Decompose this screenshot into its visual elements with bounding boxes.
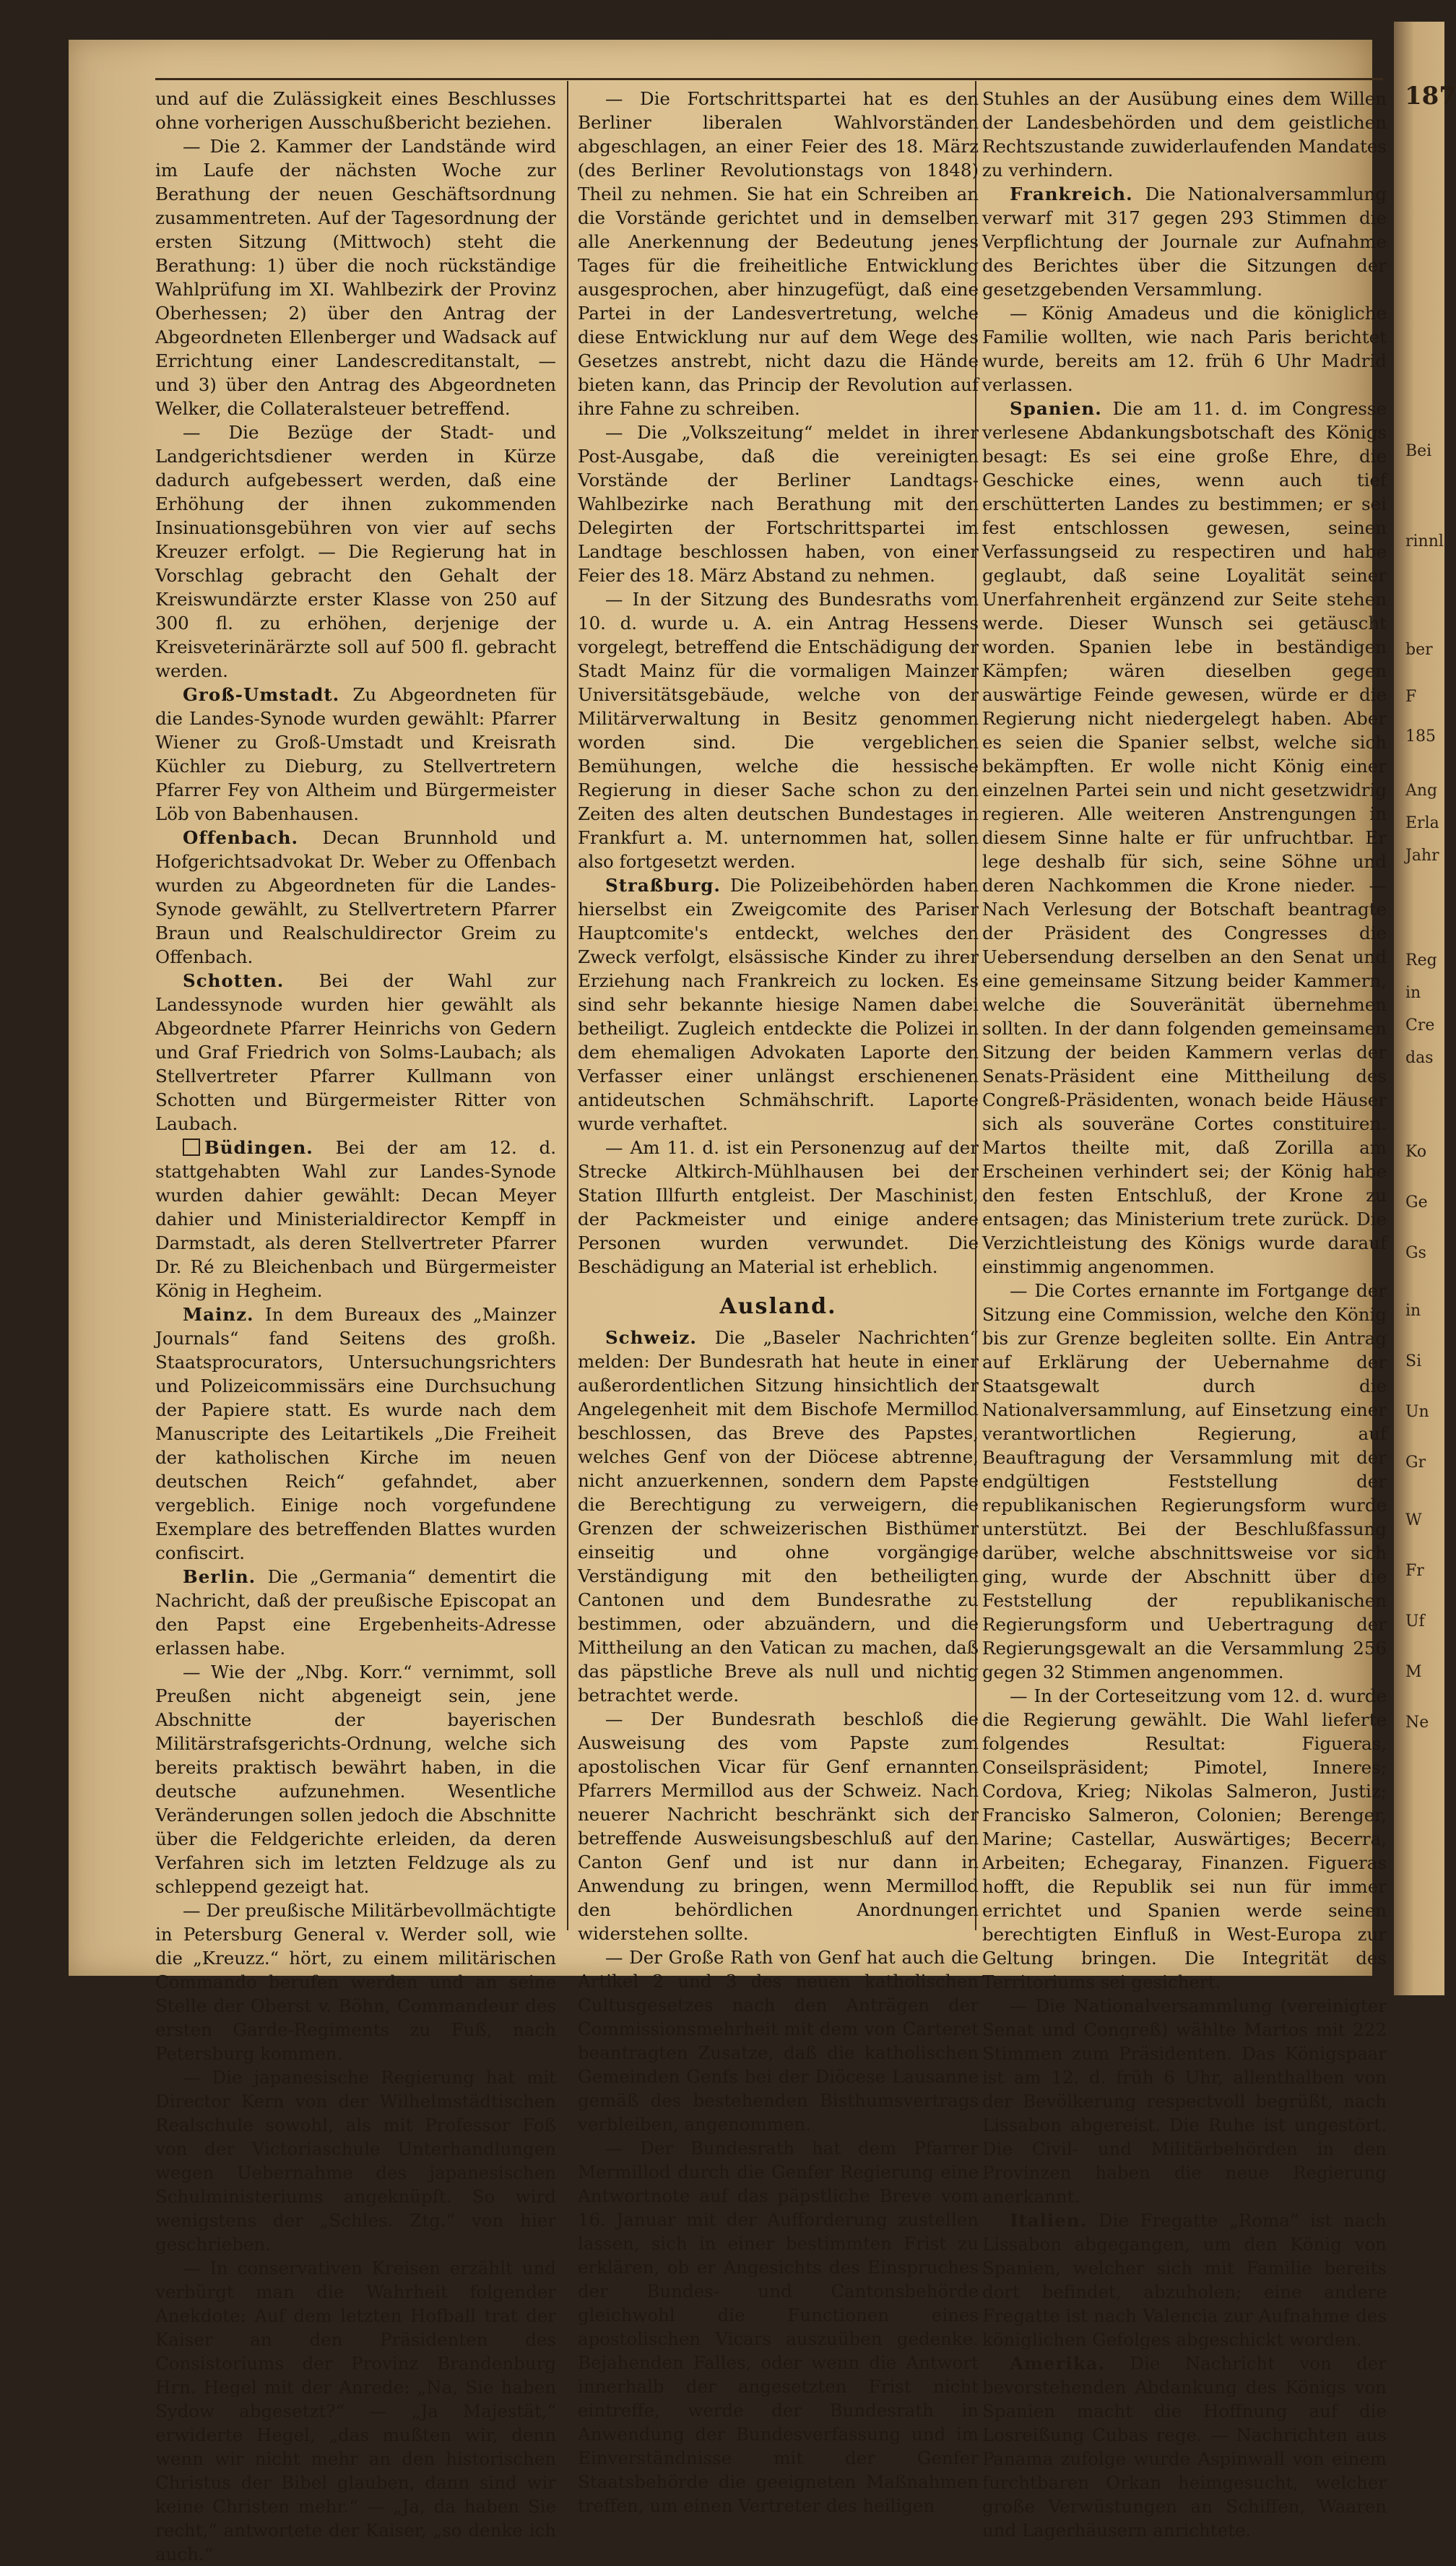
paragraph-text: — In conservativen Kreisen erzählt und verbürgt man die Wahrheit folgender Anekdote: Auf dem letzten Hofball trat der Kaiser an den Präsidenten des Consistoriums der Provinz Brandenburg Hrn. Hegel mit der Anrede: „Na, Sie haben Sydow abgesetzt?“ — „Ja Majestät,“ erwiderte Hegel, „das mußten wir, denn wenn wir nicht mehr an den historischen Christus der Bibel glauben, dann sind wir keine Christen mehr.“ — „Ja, da haben Sie recht,“ antwortete der Kaiser, „so denke ich auch.“ bbox=[155, 2258, 556, 2565]
dateline: Berlin. bbox=[183, 1566, 256, 1587]
margin-fragment: Bei bbox=[1405, 442, 1432, 460]
margin-fragment: Gr bbox=[1405, 1453, 1426, 1472]
paragraph-text: — Die Bezüge der Stadt- und Landgerichtsdiener werden in Kürze dadurch aufgebessert werden, daß eine Erhöhung der ihnen zukommenden Insinuationsgebühren von vier auf sechs Kreuzer erfolgt. — Die Regierung hat in Vorschlag gebracht den Gehalt der Kreiswundärzte erster Klasse von 250 auf 300 fl. zu erhöhen, derjenige der Kreisveterinärärzte soll auf 500 fl. gebracht werden. bbox=[155, 422, 556, 681]
paragraph-text: — Am 11. d. ist ein Personenzug auf der Strecke Altkirch-Mühlhausen bei der Station Illfurth entgleist. Der Maschinist, der Packmeister und einige andere Personen wurden verwundet. Die Beschädigung an Material ist erheblich. bbox=[578, 1137, 979, 1277]
article-paragraph bbox=[982, 2208, 1387, 2351]
article-paragraph bbox=[578, 587, 979, 873]
article-paragraph bbox=[578, 1945, 979, 2136]
article-paragraph bbox=[982, 2351, 1387, 2542]
column-1 bbox=[155, 87, 556, 2565]
paragraph-text: — Die Cortes ernannte im Fortgange der Sitzung eine Commission, welche den König bis zur Grenze begleiten sollte. Ein Antrag auf Erklärung der Uebernahme der Staatsgewalt durch die Nationalversammlung, auf Einsetzung einer verantwortlichen Regierung, auf Beauftragung der Versammlung mit der endgültigen Feststellung der republikanischen Regierungsform wurde unterstützt. Bei der Beschlußfassung darüber, welche abschnittsweise vor sich ging, wurde der Abschnitt über die Feststellung der republikanischen Regierungsform und Uebertragung der Regierungsgewalt an die Versammlung 256 gegen 32 Stimmen angenommen. bbox=[982, 1280, 1387, 1682]
paragraph-text: Stuhles an der Ausübung eines dem Willen der Landesbehörden und dem geistlichen Rechtszustande zuwiderlaufenden Mandates zu verhindern. bbox=[982, 88, 1387, 181]
article-paragraph bbox=[155, 2256, 556, 2566]
dateline: Mainz. bbox=[183, 1304, 254, 1325]
article-paragraph bbox=[578, 1326, 979, 1707]
dateline: Schweiz. bbox=[605, 1327, 697, 1348]
paragraph-text: — Die „Volkszeitung“ meldet in ihrer Post-Ausgabe, daß die vereinigten Vorstände der Berliner Landtags-Wahlbezirke nach Berathung mit den Delegirten der Fortschrittspartei im Landtage beschlossen haben, von einer Feier des 18. März Abstand zu nehmen. bbox=[578, 422, 979, 586]
paragraph-text: — In der Corteseitzung vom 12. d. wurde die Regierung gewählt. Die Wahl lieferte folgendes Resultat: Figueras, Conseilspräsident; Pimotel, Inneres; Cordova, Krieg; Nikolas Salmeron, Justiz; Francisko Salmeron, Colonien; Berenger, Marine; Castellar, Auswärtiges; Becerra, Arbeiten; Echegaray, Finanzen. Figueras hofft, die Republik sei nun für immer errichtet und Spanien werde seinen berechtigten Einfluß in West-Europa zur Geltung bringen. Die Integrität des Territoriums sei gesichert. bbox=[982, 1685, 1387, 1992]
paragraph-text: — Der Bundesrath hat dem Pfarrer Mermillod durch die Genfer Regierung eine Antwortnote auf das päpstliche Breve vom 16. Januar mit der Aufforderung zustellen lassen, sich in einer bestimmten Frist zu erklären, ob er Angesichts des Einspruches der Bundes- und Cantonsbehörde gleichwohl die Functionen eines apostolischen Vicars auszuüben gedenke. Bejahenden Falles, oder wenn die Antwort innerhalb der angesetzten Frist nicht eintreffe, werde der Bundesrath in Anwendung der Bundesverfassung und im Einverständnisse mit der Genfer Staatsbehörde die geeigneten Maßnahmen treffen, um einen Vertreter des heiligen bbox=[578, 2138, 979, 2516]
dateline: Spanien. bbox=[1010, 398, 1102, 419]
margin-fragment: 185 bbox=[1405, 727, 1436, 746]
paragraph-text: — In der Sitzung des Bundesraths vom 10. d. wurde u. A. ein Antrag Hessens vorgelegt, betreffend die Entschädigung der Stadt Mainz für die vormaligen Mainzer Universitätsgebäude, welche von der Militärverwaltung in Besitz genommen worden sind. Die vergeblichen Bemühungen, welche die hessische Regierung in dieser Sache schon zu den Zeiten des alten deutschen Bundestages in Frankfurt a. M. unternommen hat, sollen also fortgesetzt werden. bbox=[578, 589, 979, 872]
margin-fragment: M bbox=[1405, 1663, 1422, 1681]
dateline: Italien. bbox=[1010, 2210, 1088, 2231]
article-paragraph bbox=[155, 87, 556, 134]
article-paragraph bbox=[155, 683, 556, 826]
paragraph-text: Die am 11. d. im Congresse verlesene Abdankungsbotschaft des Königs besagt: Es sei eine große Ehre, die Geschicke eines, wenn auch tief erschütterten Landes zu bestimmen; er sei fest entschlossen gewesen, seinen Verfassungseid zu respectiren und habe geglaubt, daß seine Loyalität seiner Unerfahrenheit ergänzend zur Seite stehen werde. Dieser Wunsch sei getäuscht worden. Spanien lebe in beständigen Kämpfen; wären dieselben gegen auswärtige Feinde gewesen, würde er die Regierung nicht niedergelegt haben. Aber es seien die Spanier selbst, welche sich bekämpften. Er wolle nicht König einer einzelnen Partei sein und nicht gesetzwidrig regieren. Alle weiteren Anstrengungen in diesem Sinne halte er für unfruchtbar. Er lege deshalb für sich, seine Söhne und deren Nachkommen die Krone nieder. — Nach Verlesung der Botschaft beantragte der Präsident des Congresses die Uebersendung derselben an den Senat und eine gemeinsame Sitzung beider Kammern, welche die Souveränität übernehmen sollten. In der dann folgenden gemeinsamen Sitzung der beiden Kammern verlas der Senats-Präsident eine Mittheilung des Congreß-Präsidenten, wonach beide Häuser sich als souveräne Cortes constituiren. Martos theilte mit, daß Zorilla am Erscheinen verhindert sei; der König habe den festen Entschluß, der Krone zu entsagen; das Ministerium trete zurück. Die Verzichtleistung des Königs wurde darauf einstimmig angenommen. bbox=[982, 398, 1387, 1277]
margin-fragment: Ang bbox=[1405, 782, 1438, 800]
article-paragraph bbox=[982, 1279, 1387, 1684]
margin-fragment: Jahr bbox=[1405, 847, 1439, 865]
margin-fragment: das bbox=[1405, 1049, 1434, 1067]
margin-fragment: Un bbox=[1405, 1403, 1429, 1421]
paragraph-text: — Der preußische Militärbevollmächtigte in Petersburg General v. Werder soll, wie die „Kreuzz.“ hört, zu einem militärischen Commando berufen werden und an seine Stelle der Oberst v. Böhn, Commandeur des ersten Garde-Regiments zu Fuß, nach Petersburg kommen. bbox=[155, 1900, 556, 2064]
article-paragraph bbox=[982, 1994, 1387, 2208]
dateline: Groß-Umstadt. bbox=[183, 684, 340, 705]
paragraph-text: — Die Fortschrittspartei hat es den Berliner liberalen Wahlvorständen abgeschlagen, an einer Feier des 18. März (des Berliner Revolutionstags von 1848) Theil zu nehmen. Sie hat ein Schreiben an die Vorstände gerichtet und in demselben alle Anerkennung der Bedeutung jenes Tages für die freiheitliche Entwicklung ausgesprochen, aber hinzugefügt, daß eine Partei in der Landesvertretung, welche diese Entwicklung nur auf dem Wege des Gesetzes anstrebt, nicht dazu die Hände bieten kann, das Princip der Revolution auf ihre Fahne zu schreiben. bbox=[578, 88, 979, 419]
margin-fragment: W bbox=[1405, 1511, 1422, 1529]
paragraph-text: Die „Germania“ dementirt die Nachricht, daß der preußische Episcopat an den Papst eine Ergebenheits-Adresse erlassen habe. bbox=[155, 1566, 556, 1659]
dateline: Schotten. bbox=[183, 970, 285, 991]
article-paragraph bbox=[982, 182, 1387, 301]
margin-fragment: Ne bbox=[1405, 1714, 1429, 1732]
dateline: Büdingen. bbox=[204, 1137, 313, 1158]
paragraph-text: Die Fregatte „Roma“ ist nach Lissabon abgegangen, um den König von Spanien, welcher sich mit Familie bereits dort befindet, abzuholen; eine andere Fregatte ist nach Valencia zur Aufnahme des königlichen Gefolges abgeschickt worden. bbox=[982, 2210, 1387, 2350]
margin-fragment: Erla bbox=[1405, 814, 1439, 832]
paragraph-text: Zu Abgeordneten für die Landes-Synode wurden gewählt: Pfarrer Wiener zu Groß-Umstadt und Kreisrath Küchler zu Dieburg, zu Stellvertretern Pfarrer Fey von Altheim und Bürgermeister Löb von Babenhausen. bbox=[155, 684, 556, 824]
dateline: Frankreich. bbox=[1010, 183, 1133, 204]
margin-fragment: Ko bbox=[1405, 1143, 1427, 1161]
article-paragraph bbox=[982, 397, 1387, 1279]
margin-fragment: Uf bbox=[1405, 1612, 1425, 1630]
paragraph-text: Die Nationalversammlung verwarf mit 317 gegen 293 Stimmen die Verpflichtung der Journale zur Aufnahme des Berichtes über die Sitzungen der gesetzgebenden Versammlung. bbox=[982, 183, 1387, 300]
paragraph-text: Die „Baseler Nachrichten“ melden: Der Bundesrath hat heute in einer außerordentlichen Sitzung hinsichtlich der Angelegenheit mit dem Bischofe Mermillod beschlossen, das Breve des Papstes, welches Genf von der Diöcese abtrenne, nicht anzuerkennen, sondern dem Papste die Berechtigung zu verweigern, die Grenzen der schweizerischen Bisthümer einseitig und ohne vorgängige Verständigung mit den betheiligten Cantonen und dem Bundesrathe zu bestimmen, oder abzuändern, und die Mittheilung an den Vatican zu machen, daß das päpstliche Breve als null und nichtig betrachtet werde. bbox=[578, 1327, 979, 1706]
column-rule-1 bbox=[567, 81, 568, 1930]
margin-fragment: Si bbox=[1405, 1352, 1422, 1370]
column-3 bbox=[982, 87, 1387, 2541]
article-paragraph bbox=[578, 873, 979, 1136]
box-marker-icon bbox=[183, 1139, 200, 1156]
paragraph-text: Bei der Wahl zur Landessynode wurden hier gewählt als Abgeordnete Pfarrer Heinrichs von Gedern und Graf Friedrich von Solms-Laubach; als Stellvertreter Pfarrer Kullmann von Schotten und Bürgermeister Ritter von Laubach. bbox=[155, 970, 556, 1134]
margin-fragment: Gs bbox=[1405, 1244, 1426, 1262]
paragraph-text: — König Amadeus und die königliche Familie wollten, wie nach Paris berichtet wurde, bereits am 12. früh 6 Uhr Madrid verlassen. bbox=[982, 303, 1387, 395]
article-paragraph bbox=[578, 420, 979, 587]
margin-fragment: F bbox=[1405, 688, 1417, 706]
article-paragraph bbox=[155, 969, 556, 1136]
section-heading: Ausland. bbox=[719, 1294, 837, 1319]
header-fragment: 187 bbox=[1405, 82, 1456, 111]
article-paragraph bbox=[155, 134, 556, 420]
article-paragraph bbox=[578, 87, 979, 420]
paragraph-text: Die Polizeibehörden haben hierselbst ein Zweigcomite des Pariser Hauptcomite's entdeckt, welches den Zweck verfolgt, elsässische Kinder zu ihrer Erziehung nach Frankreich zu locken. Es sind sehr bekannte hiesige Namen dabei betheiligt. Zugleich entdeckte die Polizei in dem ehemaligen Advokaten Laporte den Verfasser einer unlängst erschienenen antideutschen Schmähschrift. Laporte wurde verhaftet. bbox=[578, 875, 979, 1134]
margin-fragment: Ge bbox=[1405, 1193, 1428, 1211]
article-paragraph bbox=[155, 2065, 556, 2256]
article-paragraph bbox=[155, 420, 556, 683]
dateline: Straßburg. bbox=[605, 875, 721, 896]
paragraph-text: und auf die Zulässigkeit eines Beschlusses ohne vorherigen Ausschußbericht beziehen. bbox=[155, 88, 556, 133]
article-paragraph bbox=[155, 826, 556, 969]
article-paragraph bbox=[578, 1136, 979, 1279]
margin-fragment: ber bbox=[1405, 641, 1433, 659]
margin-fragment: in bbox=[1405, 1302, 1421, 1320]
article-paragraph bbox=[155, 1660, 556, 1898]
article-paragraph bbox=[155, 1136, 556, 1303]
article-paragraph bbox=[982, 1684, 1387, 1994]
paragraph-text: In dem Bureaux des „Mainzer Journals“ fand Seitens des großh. Staatsprocurators, Untersuchungsrichters und Polizeicommissärs eine Durchsuchung der Papiere statt. Es wurde nach dem Manuscripte des Leitartikels „Die Freiheit der katholischen Kirche im neuen deutschen Reich“ gefahndet, aber vergeblich. Einige noch vorgefundene Exemplare des betreffenden Blattes wurden confiscirt. bbox=[155, 1304, 556, 1563]
margin-fragment: in bbox=[1405, 984, 1421, 1002]
paragraph-text: — Wie der „Nbg. Korr.“ vernimmt, soll Preußen nicht abgeneigt sein, jene Abschnitte der bayerischen Militärstrafsgerichts-Ordnung, welche sich bereits praktisch bewährt haben, in die deutsche aufzunehmen. Wesentliche Veränderungen sollen jedoch die Abschnitte über die Feldgerichte erleiden, da deren Verfahren sich im letzten Feldzuge als zu schleppend gezeigt hat. bbox=[155, 1662, 556, 1897]
article-paragraph bbox=[578, 2136, 979, 2518]
article-paragraph bbox=[155, 1565, 556, 1660]
paragraph-text: — Die Nationalversammlung (vereinigter Senat und Congreß) wählte Martos mit 222 Stimmen zum Präsidenten. Das Königspaar ist am 12. d. früh 6 Uhr, allenthalben von der Bevölkerung respectvoll begrüßt, nach Lissabon abgereist. Die Ruhe ist ungestört. Die Civil- und Militärbehörden in den Provinzen haben die neue Regierung anerkannt. bbox=[982, 1995, 1387, 2207]
article-paragraph bbox=[982, 301, 1387, 397]
paragraph-text: Die Nachricht von der bevorstehenden Abdankung des Königs von Spanien macht die Hoffnung auf die Losreißung Cubas rege. — Nachrichten aus Panama zufolge wurde Aspinwall von einem furchtbaren Orkan heimgesucht, welcher große Verwüstungen an Schiffen, Waaren und Lagerhäusern anrichtete. bbox=[982, 2353, 1387, 2541]
top-rule bbox=[155, 78, 1383, 80]
margin-fragment: rinnl bbox=[1405, 532, 1444, 550]
margin-fragment: Cre bbox=[1405, 1016, 1435, 1034]
column-2 bbox=[578, 87, 979, 2516]
article-paragraph bbox=[155, 1898, 556, 2065]
dateline: Amerika. bbox=[1010, 2353, 1106, 2374]
paragraph-text: — Der Große Rath von Genf hat auch die Artikel 2 und 3 des neuen katholischen Cultusgesetzes nach den Anträgen der Commissionsmehrheit mit dem von Carteret beantragten Zusatze, daß die katholischen Gemeinden Genfs bei der Diöcese Lausanne gemäß des bestehenden Bisthumsvertrags verbleiben, angenommen. bbox=[578, 1947, 979, 2135]
article-paragraph bbox=[982, 87, 1387, 182]
paragraph-text: — Die japanesische Regierung hat mit Director Kern von der Wilhelmstädtischen Realschule sowohl, als mit Professor Foß von der Victoriaschule Unterhandlungen wegen Uebernahme des japanesischen Schulministeriums angeknüpft. So wird wenigstens der „Schles. Ztg.“ von hier geschrieben. bbox=[155, 2067, 556, 2255]
paragraph-text: Decan Brunnhold und Hofgerichtsadvokat Dr. Weber zu Offenbach wurden zu Abgeordneten für die Landes-Synode gewählt, zu Stellvertretern Pfarrer Braun und Realschuldirector Greim zu Offenbach. bbox=[155, 827, 556, 967]
paragraph-text: — Der Bundesrath beschloß die Ausweisung des vom Papste zum apostolischen Vicar für Genf ernannten Pfarrers Mermillod aus der Schweiz. Nach neuerer Nachricht beschränkt sich der betreffende Ausweisungsbeschluß auf den Canton Genf und ist nur dann in Anwendung zu bringen, wenn Mermillod den behördlichen Anordnungen widerstehen sollte. bbox=[578, 1708, 979, 1944]
margin-fragment: Fr bbox=[1405, 1562, 1424, 1580]
paragraph-text: — Die 2. Kammer der Landstände wird im Laufe der nächsten Woche zur Berathung der neuen Geschäftsordnung zusammentreten. Auf der Tagesordnung der ersten Sitzung (Mittwoch) steht die Berathung: 1) über die noch rückständige Wahlprüfung im XI. Wahlbezirk der Provinz Oberhessen; 2) über den Antrag der Abgeordneten Ellenberger und Wadsack auf Errichtung einer Landescreditanstalt, — und 3) über den Antrag des Abgeordneten Welker, die Collateralsteuer betreffend. bbox=[155, 136, 556, 419]
article-paragraph bbox=[578, 1707, 979, 1945]
paragraph-text: Bei der am 12. d. stattgehabten Wahl zur Landes-Synode wurden dahier gewählt: Decan Meyer dahier und Ministerialdirector Kempff in Darmstadt, als deren Stellvertreter Pfarrer Dr. Ré zu Bleichenbach und Bürgermeister König in Hegheim. bbox=[155, 1137, 556, 1301]
margin-fragment: Reg bbox=[1405, 951, 1437, 969]
dateline: Offenbach. bbox=[183, 827, 299, 848]
article-paragraph bbox=[155, 1303, 556, 1565]
adjacent-page-edge bbox=[1394, 22, 1444, 1995]
